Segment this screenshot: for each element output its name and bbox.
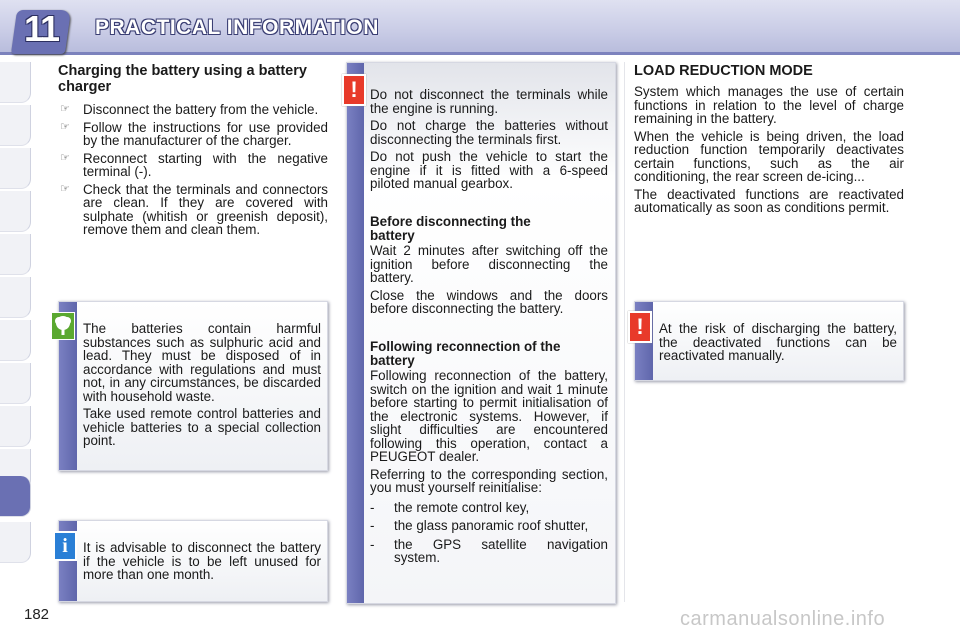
warning-icon: ! — [628, 311, 652, 343]
pointing-hand-icon: ☞ — [60, 151, 70, 164]
column-divider — [624, 62, 625, 602]
list-item — [58, 103, 328, 117]
side-tab[interactable] — [0, 62, 31, 103]
chapter-number: 11 — [23, 8, 59, 49]
list-dash: - — [370, 536, 375, 552]
side-tab[interactable] — [0, 363, 31, 404]
side-tab[interactable] — [0, 277, 31, 318]
list-dash: - — [370, 499, 375, 515]
box-accent-bar — [347, 63, 364, 603]
info-note-text: It is advisable to disconnect the battery if the vehicle is to be left unused for more than one month. — [83, 540, 321, 582]
chapter-side-tabs — [0, 62, 34, 582]
warning-panel-text — [370, 88, 608, 195]
pointing-hand-icon: ☞ — [60, 103, 70, 115]
section-paragraph: Wait 2 minutes after switching off the ignition before disconnecting the battery. — [370, 243, 608, 285]
warning-paragraph: Do not push the vehicle to start the engine if it is fitted with a 6-speed piloted manual gearbox. — [370, 149, 608, 191]
side-tab[interactable] — [0, 234, 31, 275]
section-paragraph: Following reconnection of the battery, switch on the ignition and wait 1 minute before starting to permit initialisation of the electronic systems. However, if slight difficulties are encountered following this operation, contact a PEUGEOT dealer. — [370, 368, 608, 464]
section-paragraph: The deactivated functions are reactivated automatically as soon as conditions permit. — [634, 186, 904, 215]
section-paragraph: Referring to the corresponding section, you must yourself reinitialise: — [370, 466, 608, 495]
following-reconnection-section — [370, 340, 608, 570]
warning-paragraph: Do not disconnect the terminals while the engine is running. — [370, 87, 608, 116]
info-icon: i — [53, 531, 77, 561]
side-tab[interactable] — [0, 105, 31, 146]
section-heading: LOAD REDUCTION MODE — [634, 63, 813, 79]
side-tab[interactable] — [0, 191, 31, 232]
side-tab[interactable] — [0, 320, 31, 361]
header-divider — [0, 52, 960, 55]
subsection-heading: Before disconnecting the battery — [370, 214, 531, 243]
list-item-text: Follow the instructions for use provided by the manufacturer of the charger. — [83, 119, 328, 148]
reinitialise-list — [370, 501, 608, 565]
list-item-text: Disconnect the battery from the vehicle. — [83, 102, 319, 117]
list-item — [58, 183, 328, 237]
section-paragraph: When the vehicle is being driven, the load reduction function temporarily deactivates certain functions, such as the air conditioning, the rear screen de-icing... — [634, 128, 904, 184]
list-item — [370, 501, 608, 515]
right-column — [634, 63, 904, 219]
discharge-warning-text: At the risk of discharging the battery, the deactivated functions can be reactivated manually. — [659, 321, 897, 363]
list-item — [370, 519, 608, 533]
list-item-text: Reconnect starting with the negative terminal (-). — [83, 150, 328, 179]
section-heading: Charging the battery using a battery charger — [58, 63, 307, 95]
list-dash: - — [370, 518, 375, 533]
section-paragraph: System which manages the use of certain functions in relation to the level of charge remaining in the battery. — [634, 84, 904, 126]
list-item-text: Check that the terminals and connectors are clean. If they are covered with sulphate (whitish or greenish deposit), remove them and clean them. — [83, 181, 328, 237]
environment-note-text — [83, 322, 321, 452]
page-title: PRACTICAL INFORMATION — [95, 16, 379, 39]
note-paragraph: Take used remote control batteries and vehicle batteries to a special collection point. — [83, 406, 321, 448]
list-item-text: the GPS satellite navigation system. — [394, 536, 608, 565]
warning-paragraph: Do not charge the batteries without disconnecting the terminals first. — [370, 118, 608, 147]
watermark: carmanualsonline.info — [680, 608, 886, 630]
side-tab[interactable] — [0, 406, 31, 447]
instruction-list — [58, 103, 328, 237]
list-item — [370, 538, 608, 565]
side-tab[interactable] — [0, 522, 31, 563]
before-disconnecting-section — [370, 215, 608, 320]
note-paragraph: The batteries contain harmful substances such as sulphuric acid and lead. They must be disposed of in accordance with regulations and must not, in any circumstances, be discarded with household waste. — [83, 321, 321, 404]
tree-icon — [51, 312, 75, 340]
list-item — [58, 152, 328, 179]
list-item — [58, 121, 328, 148]
pointing-hand-icon: ☞ — [60, 120, 70, 133]
left-column — [58, 63, 328, 241]
section-paragraph: Close the windows and the doors before disconnecting the battery. — [370, 287, 608, 316]
subsection-heading: Following reconnection of the battery — [370, 339, 561, 368]
list-item-text: the remote control key, — [394, 499, 530, 515]
list-item-text: the glass panoramic roof shutter, — [394, 518, 589, 533]
warning-icon: ! — [342, 74, 366, 106]
side-tab-active[interactable] — [0, 476, 31, 517]
page-number: 182 — [24, 606, 50, 623]
side-tab[interactable] — [0, 148, 31, 189]
pointing-hand-icon: ☞ — [60, 182, 70, 195]
